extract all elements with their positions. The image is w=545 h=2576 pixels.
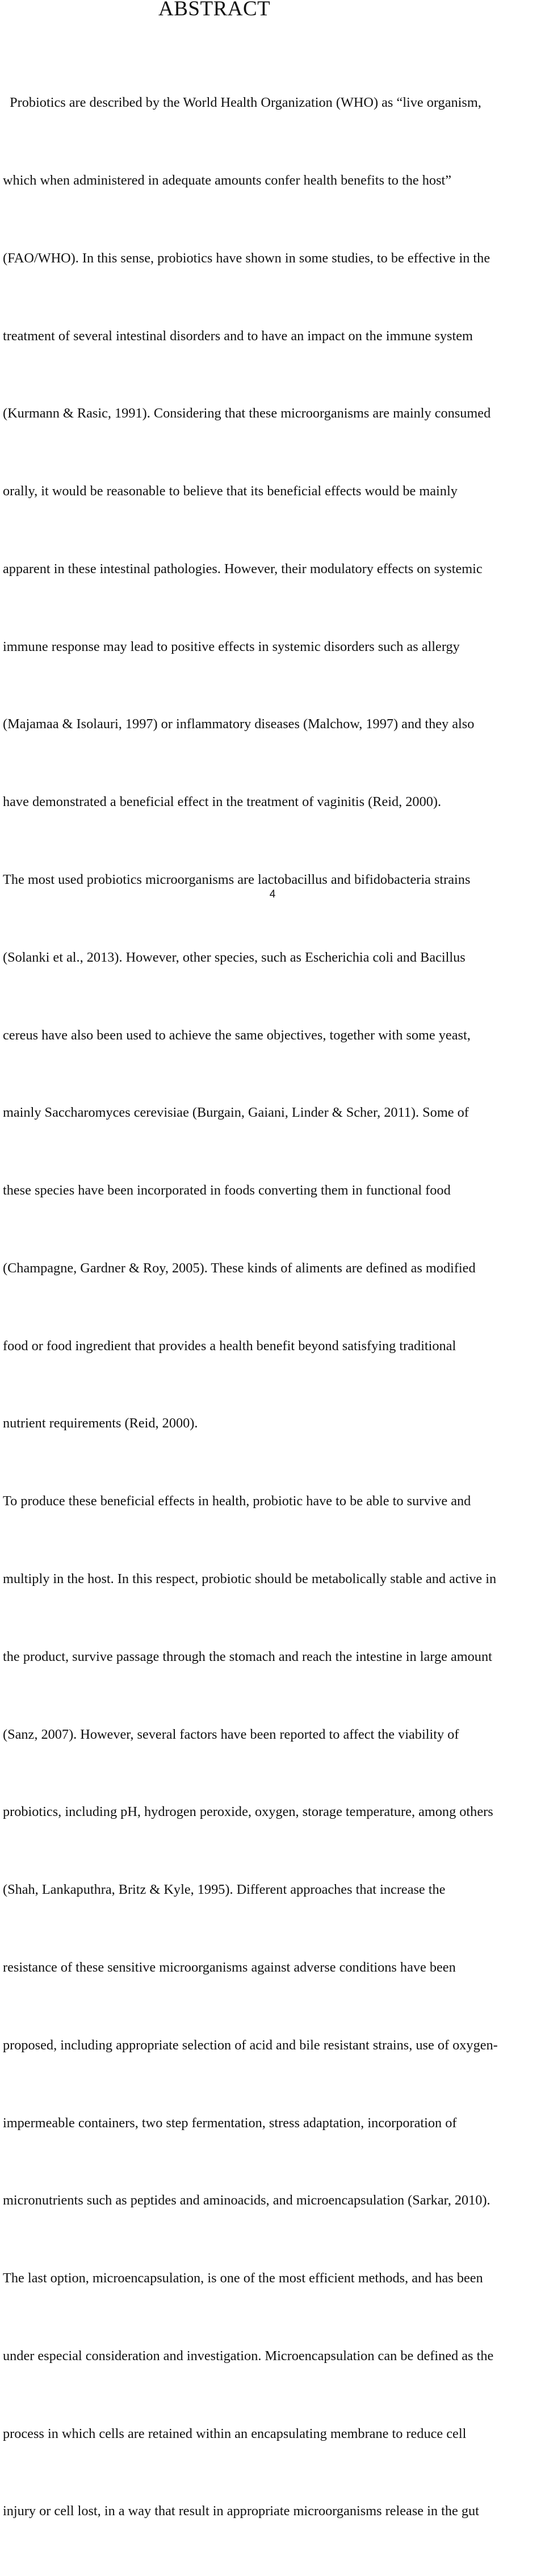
text-line: injury or cell lost, in a way that result in appropriate microorganisms release in the gut xyxy=(3,2503,479,2519)
text-line: (Solanki et al., 2013). However, other species, such as Escherichia coli and Bacillus xyxy=(3,949,466,965)
text-line: resistance of these sensitive microorganisms against adverse conditions have been xyxy=(3,1959,456,1975)
text-line: orally, it would be reasonable to believe that its beneficial effects would be mainly xyxy=(3,483,458,499)
text-line: under especial consideration and investigation. Microencapsulation can be defined as the xyxy=(3,2348,494,2364)
text-line: (Sanz, 2007). However, several factors have been reported to affect the viability of xyxy=(3,1726,459,1742)
text-line: Probiotics are described by the World Health Organization (WHO) as “live organism, xyxy=(3,95,481,111)
text-line: these species have been incorporated in foods converting them in functional food xyxy=(3,1183,451,1199)
text-line: (Kurmann & Rasic, 1991). Considering that these microorganisms are mainly consumed xyxy=(3,406,491,421)
text-line: The last option, microencapsulation, is one of the most efficient methods, and has been xyxy=(3,2270,483,2286)
text-line: (Majamaa & Isolauri, 1997) or inflammatory diseases (Malchow, 1997) and they also xyxy=(3,716,475,732)
text-line: immune response may lead to positive effects in systemic disorders such as allergy xyxy=(3,638,460,654)
abstract-heading: ABSTRACT xyxy=(158,0,271,20)
text-line: cereus have also been used to achieve the same objectives, together with some yeast, xyxy=(3,1027,471,1043)
text-line: have demonstrated a beneficial effect in the treatment of vaginitis (Reid, 2000). xyxy=(3,794,442,810)
text-line: mainly Saccharomyces cerevisiae (Burgain, Gaiani, Linder & Scher, 2011). Some of xyxy=(3,1105,469,1121)
text-line: multiply in the host. In this respect, probiotic should be metabolically stable and active in xyxy=(3,1571,497,1587)
text-line: probiotics, including pH, hydrogen peroxide, oxygen, storage temperature, among others xyxy=(3,1804,493,1820)
text-line: (Shah, Lankaputhra, Britz & Kyle, 1995). Different approaches that increase the xyxy=(3,1882,446,1898)
text-line: process in which cells are retained within an encapsulating membrane to reduce cell xyxy=(3,2425,467,2441)
text-line: food or food ingredient that provides a health benefit beyond satisfying traditional xyxy=(3,1338,456,1354)
page-number: 4 xyxy=(269,888,276,900)
text-line: impermeable containers, two step fermentation, stress adaptation, incorporation of xyxy=(3,2115,457,2131)
text-line: (FAO/WHO). In this sense, probiotics have shown in some studies, to be effective in the xyxy=(3,250,491,266)
text-line: To produce these beneficial effects in health, probiotic have to be able to survive and xyxy=(3,1493,471,1509)
text-line: (Champagne, Gardner & Roy, 2005). These kinds of aliments are defined as modified xyxy=(3,1260,476,1276)
text-line: nutrient requirements (Reid, 2000). xyxy=(3,1416,198,1431)
abstract-body xyxy=(3,38,542,2576)
text-line: apparent in these intestinal pathologies. However, their modulatory effects on systemic xyxy=(3,561,483,577)
text-line: the product, survive passage through the stomach and reach the intestine in large amount xyxy=(3,1648,492,1664)
text-line: which when administered in adequate amounts confer health benefits to the host” xyxy=(3,172,452,188)
text-line: treatment of several intestinal disorders and to have an impact on the immune system xyxy=(3,328,473,344)
text-line: proposed, including appropriate selection of acid and bile resistant strains, use of oxygen- xyxy=(3,2037,498,2053)
text-line: The most used probiotics microorganisms are lactobacillus and bifidobacteria strains xyxy=(3,872,471,887)
text-line: micronutrients such as peptides and aminoacids, and microencapsulation (Sarkar, 2010). xyxy=(3,2193,491,2208)
